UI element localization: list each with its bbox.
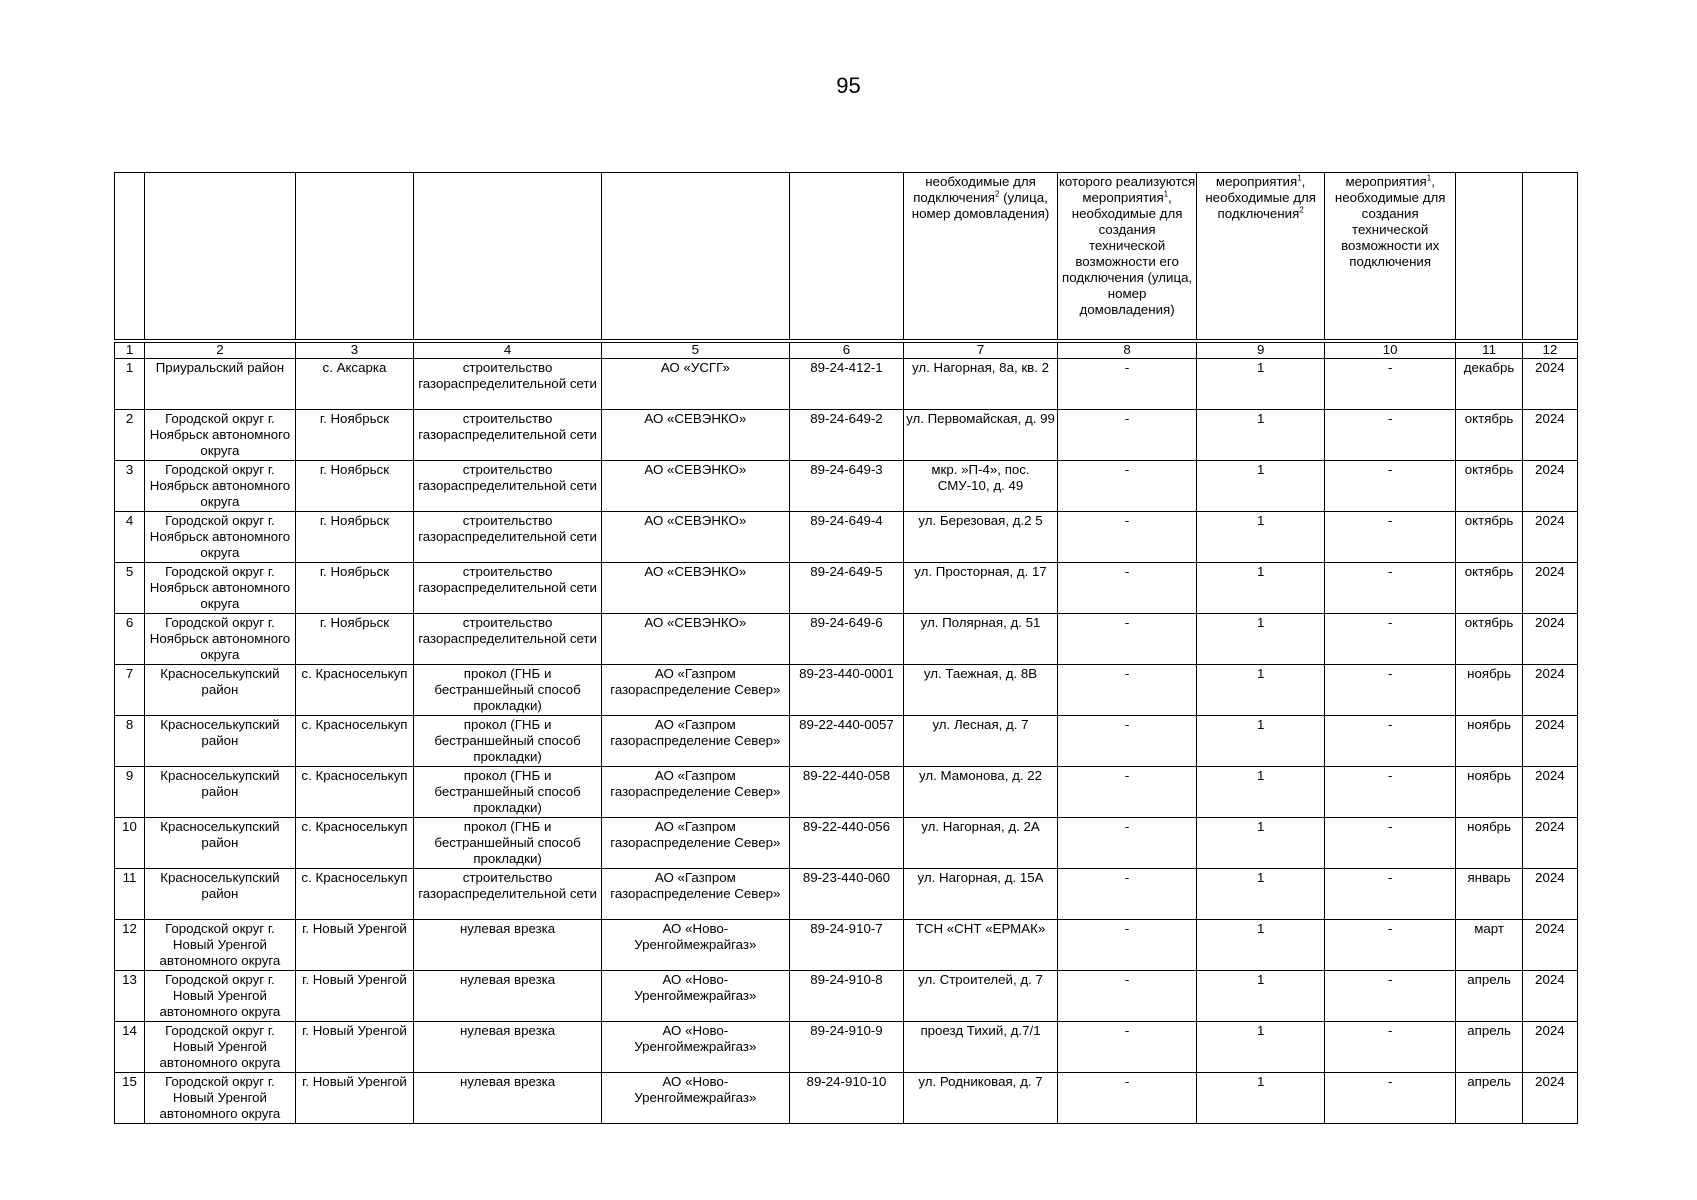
table-cell: -	[1057, 359, 1197, 410]
table-cell: -	[1057, 665, 1197, 716]
table-cell: -	[1057, 410, 1197, 461]
table-cell: АО «Ново-Уренгоймежрайгаз»	[601, 1073, 789, 1124]
table-cell: -	[1057, 971, 1197, 1022]
table-cell: октябрь	[1456, 614, 1522, 665]
table-cell: -	[1057, 767, 1197, 818]
table-cell: 2024	[1522, 767, 1577, 818]
table-cell: 2024	[1522, 410, 1577, 461]
table-cell: г. Ноябрьск	[295, 512, 413, 563]
table-cell: 4	[115, 512, 145, 563]
table-cell: 11	[115, 869, 145, 920]
table-cell: ул. Просторная, д. 17	[904, 563, 1058, 614]
table-cell: АО «Газпром газораспределение Север»	[601, 767, 789, 818]
table-cell: октябрь	[1456, 563, 1522, 614]
table-cell: январь	[1456, 869, 1522, 920]
table-header-row	[115, 173, 1578, 340]
table-cell: с. Красноселькуп	[295, 716, 413, 767]
table-cell: 2024	[1522, 971, 1577, 1022]
table-cell: АО «Газпром газораспределение Север»	[601, 818, 789, 869]
table-row	[115, 461, 1578, 512]
table-cell: строительство газораспределительной сети	[414, 359, 602, 410]
table-cell: -	[1324, 512, 1456, 563]
table-cell: 1	[1197, 461, 1325, 512]
table-cell: АО «Ново-Уренгоймежрайгаз»	[601, 920, 789, 971]
table-cell: 13	[115, 971, 145, 1022]
table-cell: 2024	[1522, 614, 1577, 665]
table-cell: апрель	[1456, 971, 1522, 1022]
table-cell: АО «СЕВЭНКО»	[601, 410, 789, 461]
table-cell: АО «СЕВЭНКО»	[601, 461, 789, 512]
table-cell: 3	[115, 461, 145, 512]
column-number-cell: 9	[1197, 343, 1325, 359]
column-number-cell: 11	[1456, 343, 1522, 359]
table-cell: Городской округ г. Ноябрьск автономного округа	[145, 512, 296, 563]
table-cell: апрель	[1456, 1073, 1522, 1124]
table-cell: АО «СЕВЭНКО»	[601, 614, 789, 665]
table-cell: строительство газораспределительной сети	[414, 512, 602, 563]
table-cell: г. Новый Уренгой	[295, 1022, 413, 1073]
table-cell: 89-24-910-8	[789, 971, 903, 1022]
table-cell: ул. Полярная, д. 51	[904, 614, 1058, 665]
header-cell-5	[601, 173, 789, 340]
table-cell: 1	[1197, 818, 1325, 869]
table-cell: 8	[115, 716, 145, 767]
table-row	[115, 716, 1578, 767]
table-cell: 12	[115, 920, 145, 971]
table-cell: 1	[1197, 1073, 1325, 1124]
table-cell: -	[1324, 1073, 1456, 1124]
table-cell: Городской округ г. Новый Уренгой автономного округа	[145, 971, 296, 1022]
table-cell: 2024	[1522, 461, 1577, 512]
table-cell: 1	[1197, 614, 1325, 665]
header-cell-10: мероприятия$^1$, необходимые для создания технической возможности их подключения	[1324, 173, 1456, 340]
table-cell: Городской округ г. Новый Уренгой автономного округа	[145, 920, 296, 971]
table-cell: ул. Мамонова, д. 22	[904, 767, 1058, 818]
table-cell: с. Красноселькуп	[295, 665, 413, 716]
table-cell: 1	[115, 359, 145, 410]
table-cell: 1	[1197, 1022, 1325, 1073]
column-number-row	[115, 343, 1578, 359]
table-cell: 89-24-649-5	[789, 563, 903, 614]
table-cell: г. Новый Уренгой	[295, 971, 413, 1022]
table-cell: строительство газораспределительной сети	[414, 614, 602, 665]
table-cell: ноябрь	[1456, 767, 1522, 818]
header-cell-7: необходимые для подключения$^2$ (улица, номер домовладения)	[904, 173, 1058, 340]
table-cell: -	[1324, 563, 1456, 614]
table-row	[115, 818, 1578, 869]
table-cell: -	[1324, 767, 1456, 818]
table-cell: нулевая врезка	[414, 1073, 602, 1124]
table-cell: Красноселькупский район	[145, 716, 296, 767]
table-cell: Красноселькупский район	[145, 665, 296, 716]
table-cell: прокол (ГНБ и бестраншейный способ прокладки)	[414, 818, 602, 869]
header-cell-9: мероприятия$^1$, необходимые для подключения$^2$	[1197, 173, 1325, 340]
table-cell: ноябрь	[1456, 665, 1522, 716]
table-row	[115, 1022, 1578, 1073]
table-cell: ТСН «СНТ «ЕРМАК»	[904, 920, 1058, 971]
table-cell: 89-24-412-1	[789, 359, 903, 410]
table-cell: г. Новый Уренгой	[295, 920, 413, 971]
column-number-cell: 4	[414, 343, 602, 359]
table-cell: -	[1324, 614, 1456, 665]
table-cell: 89-22-440-058	[789, 767, 903, 818]
table-cell: с. Красноселькуп	[295, 869, 413, 920]
table-cell: строительство газораспределительной сети	[414, 410, 602, 461]
table-cell: ул. Лесная, д. 7	[904, 716, 1058, 767]
table-cell: октябрь	[1456, 410, 1522, 461]
table-cell: Приуральский район	[145, 359, 296, 410]
table-cell: Городской округ г. Новый Уренгой автономного округа	[145, 1022, 296, 1073]
table-cell: 2024	[1522, 920, 1577, 971]
table-row	[115, 410, 1578, 461]
table-cell: 15	[115, 1073, 145, 1124]
table-cell: ул. Таежная, д. 8В	[904, 665, 1058, 716]
table-cell: -	[1057, 512, 1197, 563]
table-cell: -	[1057, 716, 1197, 767]
column-number-cell: 8	[1057, 343, 1197, 359]
table-cell: г. Ноябрьск	[295, 461, 413, 512]
table-cell: 1	[1197, 767, 1325, 818]
table-cell: 1	[1197, 410, 1325, 461]
table-cell: -	[1057, 1073, 1197, 1124]
table-cell: АО «Газпром газораспределение Север»	[601, 869, 789, 920]
table-cell: 2024	[1522, 359, 1577, 410]
table-cell: ноябрь	[1456, 818, 1522, 869]
table-cell: ул. Березовая, д.2 5	[904, 512, 1058, 563]
table-cell: -	[1057, 1022, 1197, 1073]
table-row	[115, 869, 1578, 920]
table-cell: г. Ноябрьск	[295, 563, 413, 614]
table-cell: -	[1324, 1022, 1456, 1073]
table-row	[115, 512, 1578, 563]
table-cell: -	[1057, 920, 1197, 971]
table-cell: г. Ноябрьск	[295, 614, 413, 665]
column-number-cell: 12	[1522, 343, 1577, 359]
table-cell: -	[1324, 869, 1456, 920]
table-cell: -	[1324, 461, 1456, 512]
table-cell: АО «Ново-Уренгоймежрайгаз»	[601, 1022, 789, 1073]
table-cell: ул. Родниковая, д. 7	[904, 1073, 1058, 1124]
table-cell: 10	[115, 818, 145, 869]
table-cell: 1	[1197, 359, 1325, 410]
table-cell: Красноселькупский район	[145, 869, 296, 920]
table-cell: -	[1324, 818, 1456, 869]
table-cell: 9	[115, 767, 145, 818]
table-cell: 89-24-910-10	[789, 1073, 903, 1124]
table-row	[115, 1073, 1578, 1124]
table-cell: 89-24-910-7	[789, 920, 903, 971]
table-cell: 2024	[1522, 1073, 1577, 1124]
table-cell: 89-24-910-9	[789, 1022, 903, 1073]
table-cell: АО «УСГГ»	[601, 359, 789, 410]
table-cell: ул. Нагорная, д. 2А	[904, 818, 1058, 869]
table-cell: 89-24-649-3	[789, 461, 903, 512]
table-cell: 2024	[1522, 512, 1577, 563]
table-cell: 6	[115, 614, 145, 665]
table-cell: нулевая врезка	[414, 1022, 602, 1073]
table-cell: 2024	[1522, 716, 1577, 767]
column-number-cell: 3	[295, 343, 413, 359]
table-cell: -	[1057, 563, 1197, 614]
table-cell: -	[1057, 869, 1197, 920]
table-cell: Городской округ г. Новый Уренгой автономного округа	[145, 1073, 296, 1124]
table-cell: октябрь	[1456, 512, 1522, 563]
table-cell: 89-23-440-0001	[789, 665, 903, 716]
column-number-cell: 7	[904, 343, 1058, 359]
table-cell: 89-23-440-060	[789, 869, 903, 920]
table-cell: АО «Ново-Уренгоймежрайгаз»	[601, 971, 789, 1022]
header-cell-3	[295, 173, 413, 340]
table-cell: строительство газораспределительной сети	[414, 461, 602, 512]
table-cell: 14	[115, 1022, 145, 1073]
table-cell: 7	[115, 665, 145, 716]
table-cell: 2	[115, 410, 145, 461]
gas-connection-table	[114, 172, 1578, 1124]
column-number-cell: 10	[1324, 343, 1456, 359]
table-cell: 89-24-649-2	[789, 410, 903, 461]
table-cell: Городской округ г. Ноябрьск автономного округа	[145, 461, 296, 512]
page-number: 95	[836, 73, 861, 98]
table-cell: с. Красноселькуп	[295, 818, 413, 869]
header-cell-11	[1456, 173, 1522, 340]
header-cell-4	[414, 173, 602, 340]
table-cell: 1	[1197, 716, 1325, 767]
table-cell: г. Ноябрьск	[295, 410, 413, 461]
table-cell: строительство газораспределительной сети	[414, 869, 602, 920]
table-cell: -	[1057, 818, 1197, 869]
table-row	[115, 920, 1578, 971]
table-cell: 2024	[1522, 665, 1577, 716]
table-cell: АО «СЕВЭНКО»	[601, 563, 789, 614]
header-cell-12	[1522, 173, 1577, 340]
table-cell: 1	[1197, 563, 1325, 614]
table-cell: ноябрь	[1456, 716, 1522, 767]
table-cell: АО «Газпром газораспределение Север»	[601, 665, 789, 716]
table-cell: Красноселькупский район	[145, 767, 296, 818]
table-cell: -	[1324, 359, 1456, 410]
column-number-cell: 6	[789, 343, 903, 359]
table-cell: прокол (ГНБ и бестраншейный способ прокладки)	[414, 665, 602, 716]
table-cell: -	[1324, 920, 1456, 971]
table-cell: с. Аксарка	[295, 359, 413, 410]
table-cell: АО «Газпром газораспределение Север»	[601, 716, 789, 767]
table-cell: г. Новый Уренгой	[295, 1073, 413, 1124]
column-number-cell: 1	[115, 343, 145, 359]
table-row	[115, 971, 1578, 1022]
table-cell: 1	[1197, 512, 1325, 563]
table-cell: март	[1456, 920, 1522, 971]
table-row	[115, 614, 1578, 665]
table-cell: 89-22-440-056	[789, 818, 903, 869]
header-cell-2	[145, 173, 296, 340]
table-cell: -	[1057, 461, 1197, 512]
table-cell: 89-22-440-0057	[789, 716, 903, 767]
table-row	[115, 563, 1578, 614]
table-cell: прокол (ГНБ и бестраншейный способ прокладки)	[414, 716, 602, 767]
table-cell: 2024	[1522, 818, 1577, 869]
table-cell: мкр. »П-4», пос. СМУ-10, д. 49	[904, 461, 1058, 512]
column-number-cell: 2	[145, 343, 296, 359]
table-cell: 89-24-649-6	[789, 614, 903, 665]
table-cell: 5	[115, 563, 145, 614]
table-cell: Городской округ г. Ноябрьск автономного округа	[145, 563, 296, 614]
table-cell: Красноселькупский район	[145, 818, 296, 869]
table-cell: -	[1324, 410, 1456, 461]
table-cell: проезд Тихий, д.7/1	[904, 1022, 1058, 1073]
table-cell: ул. Строителей, д. 7	[904, 971, 1058, 1022]
table-cell: 89-24-649-4	[789, 512, 903, 563]
table-row	[115, 665, 1578, 716]
table-cell: ул. Первомайская, д. 99	[904, 410, 1058, 461]
table-cell: апрель	[1456, 1022, 1522, 1073]
table-cell: АО «СЕВЭНКО»	[601, 512, 789, 563]
table-cell: прокол (ГНБ и бестраншейный способ прокладки)	[414, 767, 602, 818]
header-cell-8: которого реализуются мероприятия$^1$, необходимые для создания технической возможности его подключения (улица, номер домовладения)	[1057, 173, 1197, 340]
header-cell-1	[115, 173, 145, 340]
header-cell-6	[789, 173, 903, 340]
table-cell: 2024	[1522, 1022, 1577, 1073]
table-cell: Городской округ г. Ноябрьск автономного округа	[145, 410, 296, 461]
table-cell: -	[1324, 971, 1456, 1022]
table-cell: с. Красноселькуп	[295, 767, 413, 818]
table-cell: нулевая врезка	[414, 920, 602, 971]
table-cell: 2024	[1522, 869, 1577, 920]
table-cell: нулевая врезка	[414, 971, 602, 1022]
table-cell: октябрь	[1456, 461, 1522, 512]
table-cell: 1	[1197, 665, 1325, 716]
table-cell: декабрь	[1456, 359, 1522, 410]
table-cell: 1	[1197, 869, 1325, 920]
table-row	[115, 359, 1578, 410]
table-cell: -	[1324, 716, 1456, 767]
table-row	[115, 767, 1578, 818]
table-cell: -	[1057, 614, 1197, 665]
table-cell: строительство газораспределительной сети	[414, 563, 602, 614]
table-cell: ул. Нагорная, 8а, кв. 2	[904, 359, 1058, 410]
table-cell: Городской округ г. Ноябрьск автономного округа	[145, 614, 296, 665]
table-cell: 1	[1197, 971, 1325, 1022]
table-cell: ул. Нагорная, д. 15А	[904, 869, 1058, 920]
table-cell: -	[1324, 665, 1456, 716]
table-cell: 2024	[1522, 563, 1577, 614]
column-number-cell: 5	[601, 343, 789, 359]
table-cell: 1	[1197, 920, 1325, 971]
